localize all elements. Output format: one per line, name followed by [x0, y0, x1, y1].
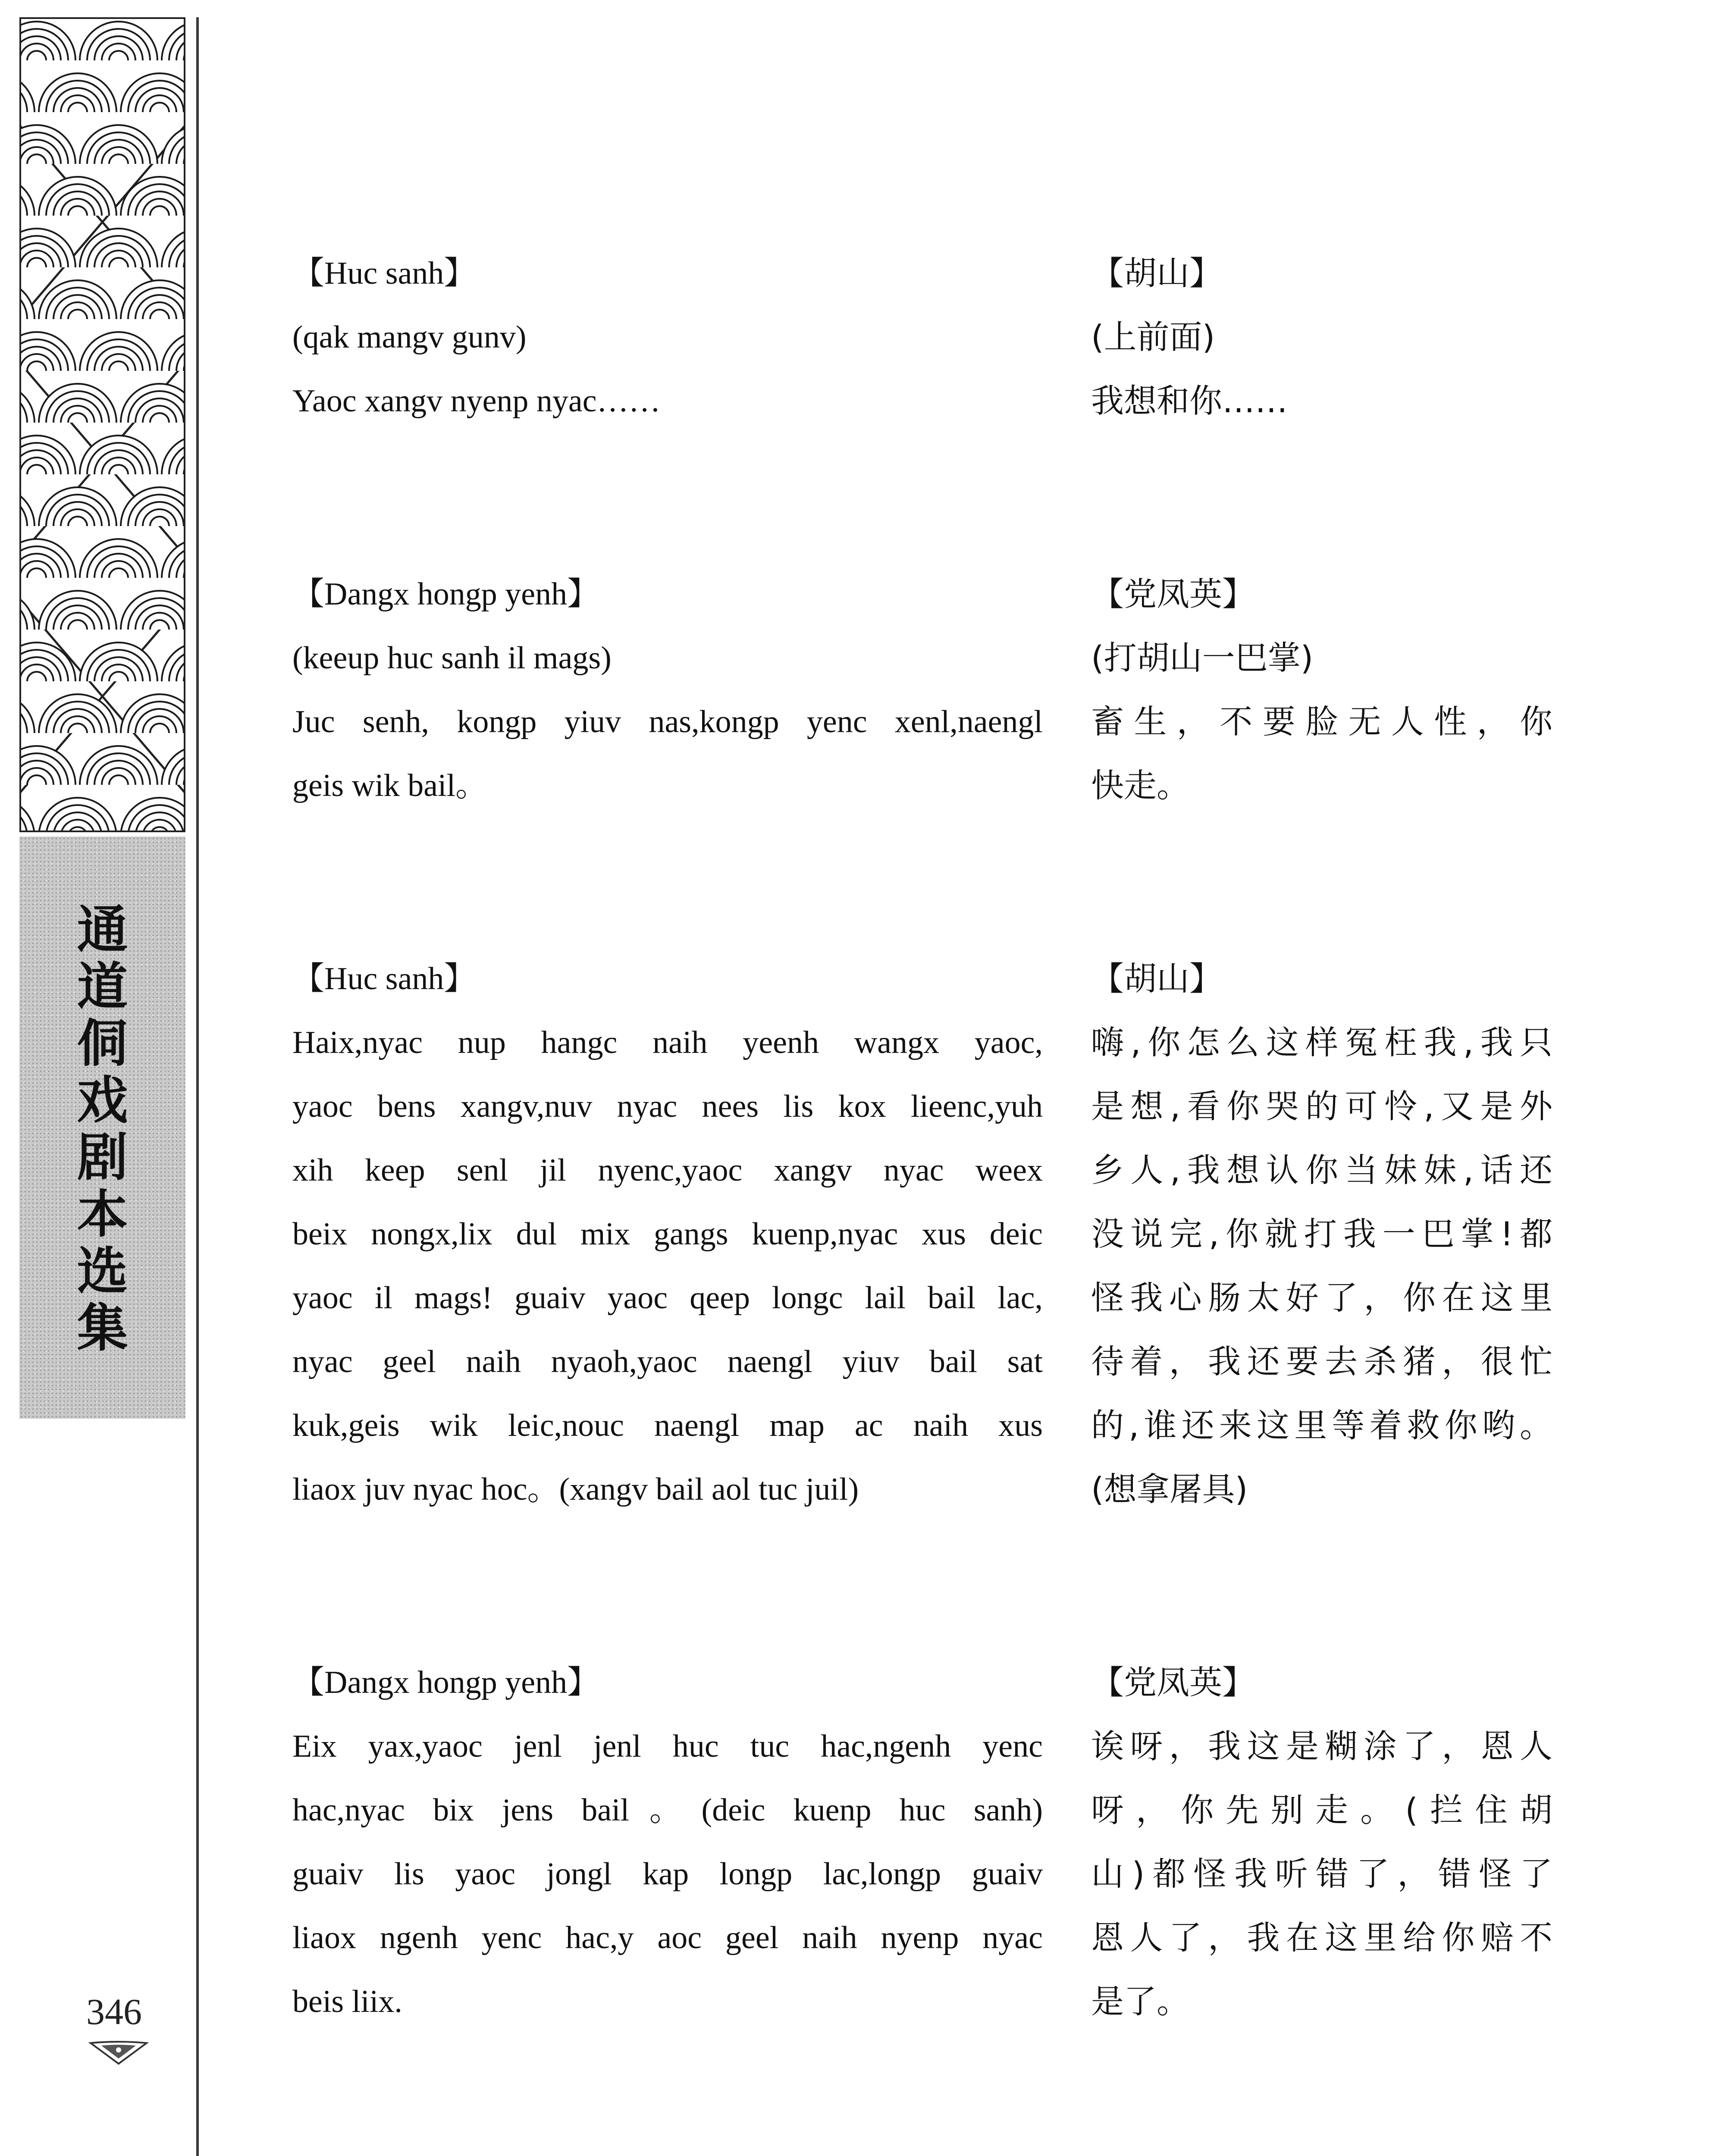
dialogue-block-zh	[1091, 241, 1552, 433]
dialogue-line: 没说完,你就打我一巴掌!都	[1091, 1215, 1552, 1253]
dialogue-line: 快走。	[1091, 766, 1189, 805]
book-title-char: 选	[77, 1241, 128, 1301]
book-title-char: 道	[77, 956, 128, 1016]
book-title-char: 本	[77, 1184, 128, 1244]
dialogue-line: 是了。	[1091, 1982, 1189, 2021]
dialogue-line: 的,谁还来这里等着救你哟。	[1091, 1406, 1552, 1445]
speaker-name: 【党凤英】	[1091, 1663, 1255, 1702]
dialogue-line: 怪我心肠太好了，你在这里	[1091, 1279, 1552, 1317]
dialogue-line: 嗨,你怎么这样冤枉我,我只	[1091, 1023, 1552, 1062]
dialogue-block-zh	[1091, 1651, 1552, 2034]
dialogue-line: beis liix.	[292, 1984, 402, 2019]
book-title-vertical	[19, 901, 185, 1357]
dialogue-line: Haix,nyac nup hangc naih yeenh wangx yaoc,	[292, 1025, 1043, 1060]
dialogue-block-dong	[292, 562, 1043, 818]
book-title-char: 戏	[77, 1070, 128, 1130]
dialogue-line: 呀，你先别走。(拦住胡	[1091, 1791, 1552, 1829]
speaker-name: 【Huc sanh】	[292, 256, 476, 291]
dialogue-line: beix nongx,lix dul mix gangs kuenp,nyac xus deic	[292, 1216, 1043, 1252]
dialogue-line: geis wik bail。	[292, 768, 488, 803]
decorative-cloud-pattern	[19, 17, 185, 832]
speaker-name: 【Dangx hongp yenh】	[292, 577, 599, 612]
dialogue-line: 诶呀，我这是糊涂了，恩人	[1091, 1727, 1552, 1765]
dialogue-line: (想拿屠具)	[1091, 1470, 1248, 1508]
dialogue-line: (keeup huc sanh il mags)	[292, 640, 612, 676]
dialogue-line: hac,nyac bix jens bail。(deic kuenp huc sanh)	[292, 1792, 1043, 1828]
dialogue-line: Juc senh, kongp yiuv nas,kongp yenc xenl,naengl	[292, 704, 1043, 740]
book-title-char: 剧	[77, 1127, 128, 1187]
dialogue-line: (打胡山一巴掌)	[1091, 639, 1314, 677]
dialogue-line: (上前面)	[1091, 318, 1215, 356]
dialogue-line: (qak mangv gunv)	[292, 320, 527, 355]
dialogue-line: 山)都怪我听错了，错怪了	[1091, 1855, 1552, 1893]
speaker-name: 【Huc sanh】	[292, 961, 476, 997]
chinese-text-column	[1091, 241, 1552, 2156]
sidebar-title-box	[19, 837, 185, 1419]
ornament-icon	[88, 2040, 149, 2065]
dialogue-line: Eix yax,yaoc jenl jenl huc tuc hac,ngenh yenc	[292, 1729, 1043, 1764]
dialogue-line: 畜生，不要脸无人性，你	[1091, 702, 1552, 741]
dialogue-line: 乡人,我想认你当妹妹,话还	[1091, 1151, 1552, 1189]
speaker-name: 【胡山】	[1091, 959, 1222, 998]
book-title-char: 集	[77, 1298, 128, 1358]
dialogue-block-zh	[1091, 562, 1552, 818]
dialogue-line: nyac geel naih nyaoh,yaoc naengl yiuv bail sat	[292, 1344, 1043, 1379]
speaker-name: 【党凤英】	[1091, 575, 1255, 613]
dialogue-line: liaox ngenh yenc hac,y aoc geel naih nyenp nyac	[292, 1920, 1043, 1955]
dialogue-line: guaiv lis yaoc jongl kap longp lac,longp guaiv	[292, 1856, 1043, 1892]
dialogue-block-dong	[292, 947, 1043, 1521]
speaker-name: 【胡山】	[1091, 254, 1222, 292]
page-number: 346	[86, 1991, 142, 2032]
dialogue-line: 我想和你……	[1091, 382, 1288, 420]
dialogue-line: 恩人了，我在这里给你赔不	[1091, 1918, 1552, 1957]
dong-text-column	[292, 241, 1043, 2156]
dialogue-line: xih keep senl jil nyenc,yaoc xangv nyac weex	[292, 1153, 1043, 1188]
dialogue-line: 待着，我还要去杀猪，很忙	[1091, 1342, 1552, 1381]
vertical-divider	[196, 17, 199, 2156]
dialogue-line: Yaoc xangv nyenp nyac……	[292, 383, 661, 419]
dialogue-block-dong	[292, 241, 1043, 433]
dialogue-line: liaox juv nyac hoc。(xangv bail aol tuc juil)	[292, 1472, 859, 1507]
dialogue-block-dong	[292, 1651, 1043, 2034]
dialogue-line: 是想,看你哭的可怜,又是外	[1091, 1087, 1552, 1125]
dialogue-line: kuk,geis wik leic,nouc naengl map ac naih xus	[292, 1408, 1043, 1443]
book-title-char: 侗	[77, 1013, 128, 1073]
speaker-name: 【Dangx hongp yenh】	[292, 1665, 599, 1700]
book-title-char: 通	[77, 899, 128, 959]
dialogue-line: yaoc bens xangv,nuv nyac nees lis kox lieenc,yuh	[292, 1089, 1043, 1124]
dialogue-line: yaoc il mags! guaiv yaoc qeep longc lail bail lac,	[292, 1280, 1043, 1316]
dialogue-block-zh	[1091, 947, 1552, 1521]
